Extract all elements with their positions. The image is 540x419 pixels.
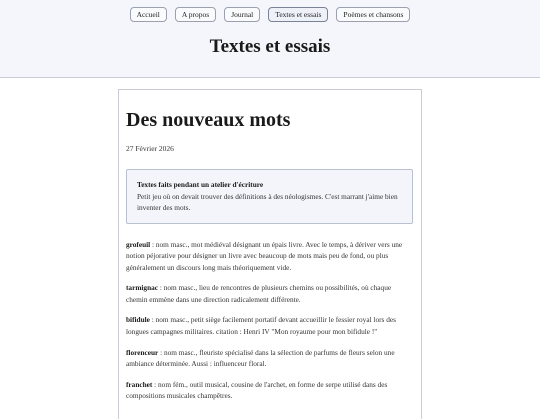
entry-definition: : nom fém., outil musical, cousine de l'archet, en forme de serpe utilisé dans des compositions musicales champêtres. [126, 379, 388, 401]
nav-textes-essais-button[interactable]: Textes et essais [268, 7, 328, 22]
article-date: 27 Février 2026 [126, 144, 174, 153]
entry-word: tarmignac [126, 283, 159, 293]
definition-entry [126, 314, 413, 337]
entry-definition: : nom masc., petit siège facilement portatif devant accueillir le fessier royal lors des longues campagnes militaires. citation : Henri IV "Mon royaume pour mon bifidule !" [126, 315, 396, 337]
entry-word: bifidule [126, 315, 150, 325]
site-header [0, 0, 540, 78]
intro-callout [126, 169, 413, 224]
nav-a-propos-button[interactable]: A propos [175, 7, 216, 22]
main-nav [0, 7, 540, 22]
nav-accueil-button[interactable]: Accueil [130, 7, 167, 22]
entry-definition: : nom masc., mot médiéval désignant un épais livre. Avec le temps, à dériver vers une notion péjorative pour désigner un livre avec beaucoup de mots mais peu de fond, ou plus généralement un discours long mais théoriquement vide. [126, 239, 403, 272]
page-title: Textes et essais [209, 36, 331, 57]
definition-entry [126, 282, 413, 305]
entry-definition: : nom masc., fleuriste spécialisé dans la sélection de parfums de fleurs selon une ambiance déterminée. Aussi : influenceur floral. [126, 347, 395, 369]
article-card [118, 89, 422, 419]
nav-journal-button[interactable]: Journal [224, 7, 260, 22]
entry-word: florenceur [126, 347, 159, 357]
nav-poemes-chansons-button[interactable]: Poèmes et chansons [336, 7, 410, 22]
definition-entry [126, 379, 413, 402]
entry-word: franchet [126, 379, 153, 389]
definition-list [126, 239, 413, 403]
entry-definition: : nom masc., lieu de rencontres de plusieurs chemins ou possibilités, où chaque chemin emmène dans une direction radicalement différente. [126, 283, 392, 304]
definition-entry [126, 347, 413, 370]
definition-entry [126, 239, 413, 274]
article-title: Des nouveaux mots [126, 109, 291, 131]
entry-word: grofeuil [126, 239, 151, 249]
callout-title: Textes faits pendant un atelier d'écriture [137, 180, 264, 189]
callout-body: Petit jeu où on devait trouver des définitions à des néologismes. C'est marrant j'aime bien inventer des mots. [137, 191, 398, 212]
